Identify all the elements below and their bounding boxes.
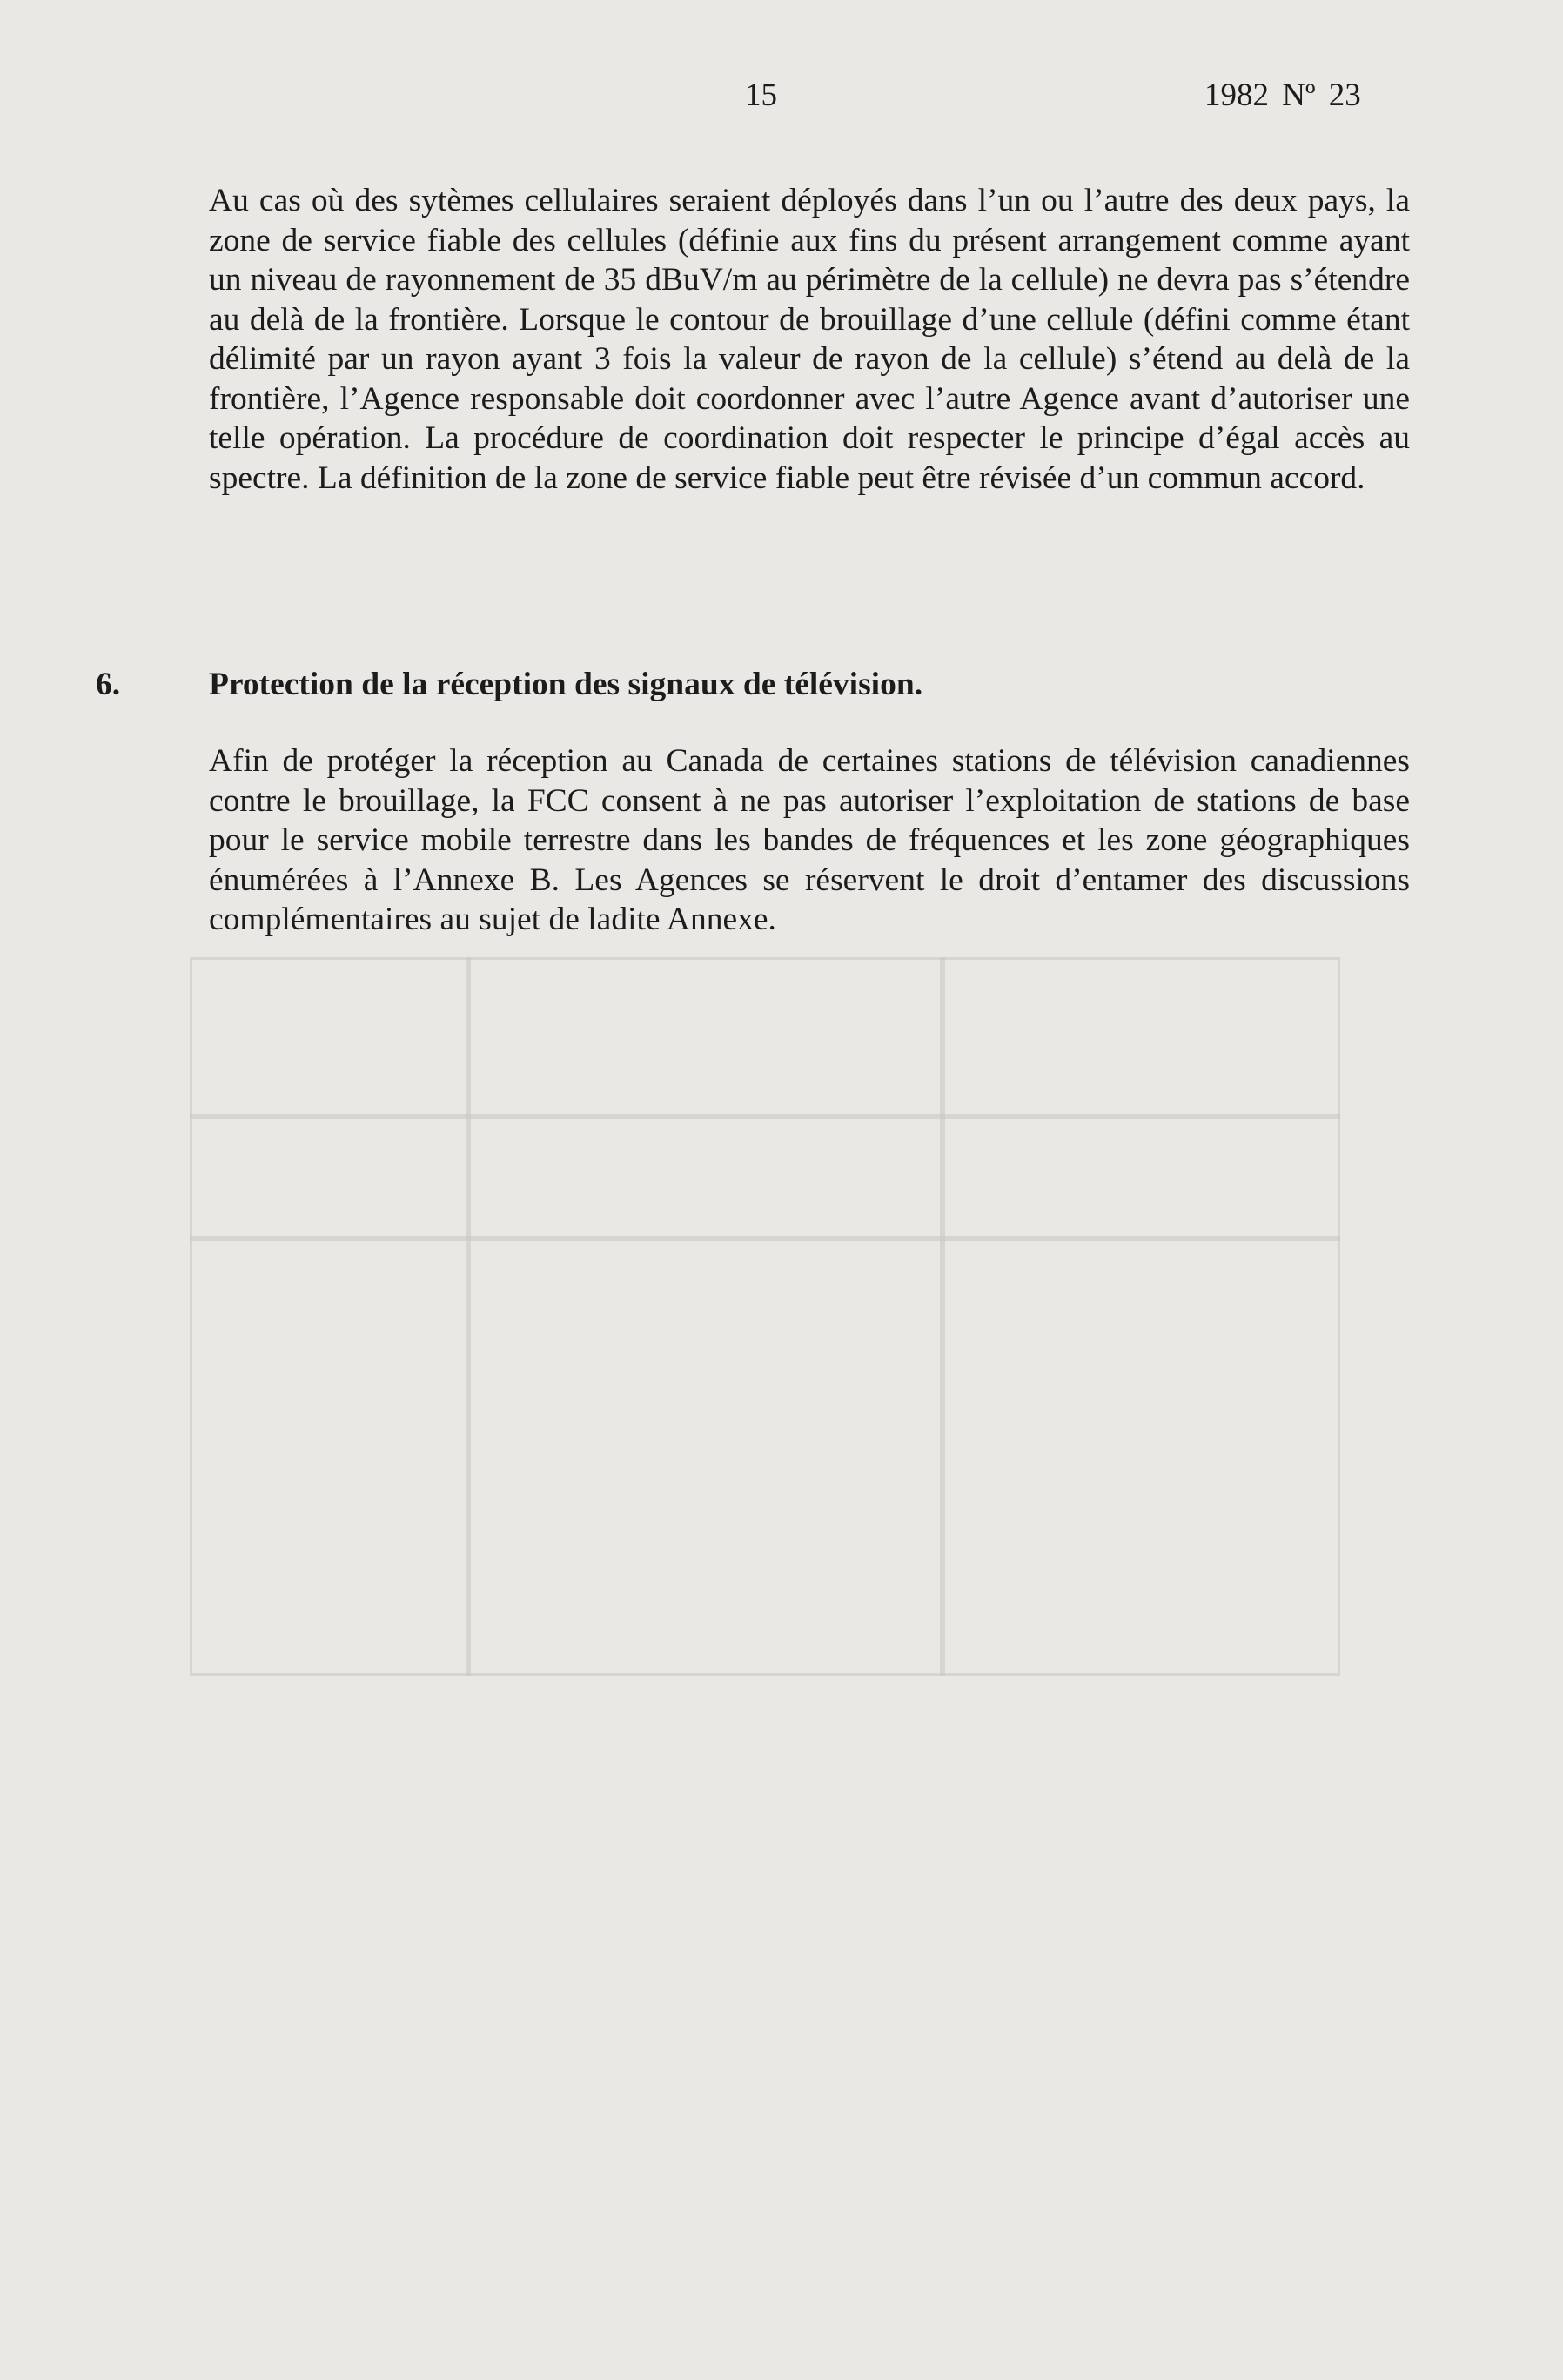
issue-number: 1982 Nº 23 <box>1204 77 1361 113</box>
section-title: Protection de la réception des signaux de télévision. <box>209 667 923 702</box>
section-heading <box>96 665 922 705</box>
bleed-through-table <box>190 957 1340 1676</box>
bleed-through-table-col <box>466 957 471 1676</box>
section-number: 6. <box>96 667 121 702</box>
bleed-through-table-rule <box>190 1236 1340 1241</box>
page-header <box>0 77 1563 120</box>
paragraph-cellular-systems: Au cas où des sytèmes cellulaires seraient déployés dans l’un ou l’autre des deux pays, la zone de service fiable des cellules (définie aux fins du présent arrangement comme ayant un niveau de rayonnement de 35 dBuV/m au périmètre de la cellule) ne devra pas s’étendre au delà de la frontière. Lorsque le contour de brouillage d’une cellule (défini comme étant délimité par un rayon ayant 3 fois la valeur de rayon de la cellule) s’étend au delà de la frontière, l’Agence responsable doit coordonner avec l’autre Agence avant d’autoriser une telle opération. La procédure de coordination doit respecter le principe d’égal accès au spectre. La définition de la zone de service fiable peut être révisée d’un commun accord. <box>209 183 1410 496</box>
bleed-through-table-rule <box>190 1114 1340 1119</box>
bleed-through-table-col <box>940 957 945 1676</box>
page-number: 15 <box>745 77 777 113</box>
paragraph-tv-protection: Afin de protéger la réception au Canada de certaines stations de télévision canadiennes contre le brouillage, la FCC consent à ne pas autoriser l’exploitation de stations de base pour le service mobile terrestre dans les bandes de fréquences et les zone géographiques énumérées à l’Annexe B. Les Agences se réservent le droit d’entamer des discussions complémentaires au sujet de ladite Annexe. <box>209 743 1410 937</box>
